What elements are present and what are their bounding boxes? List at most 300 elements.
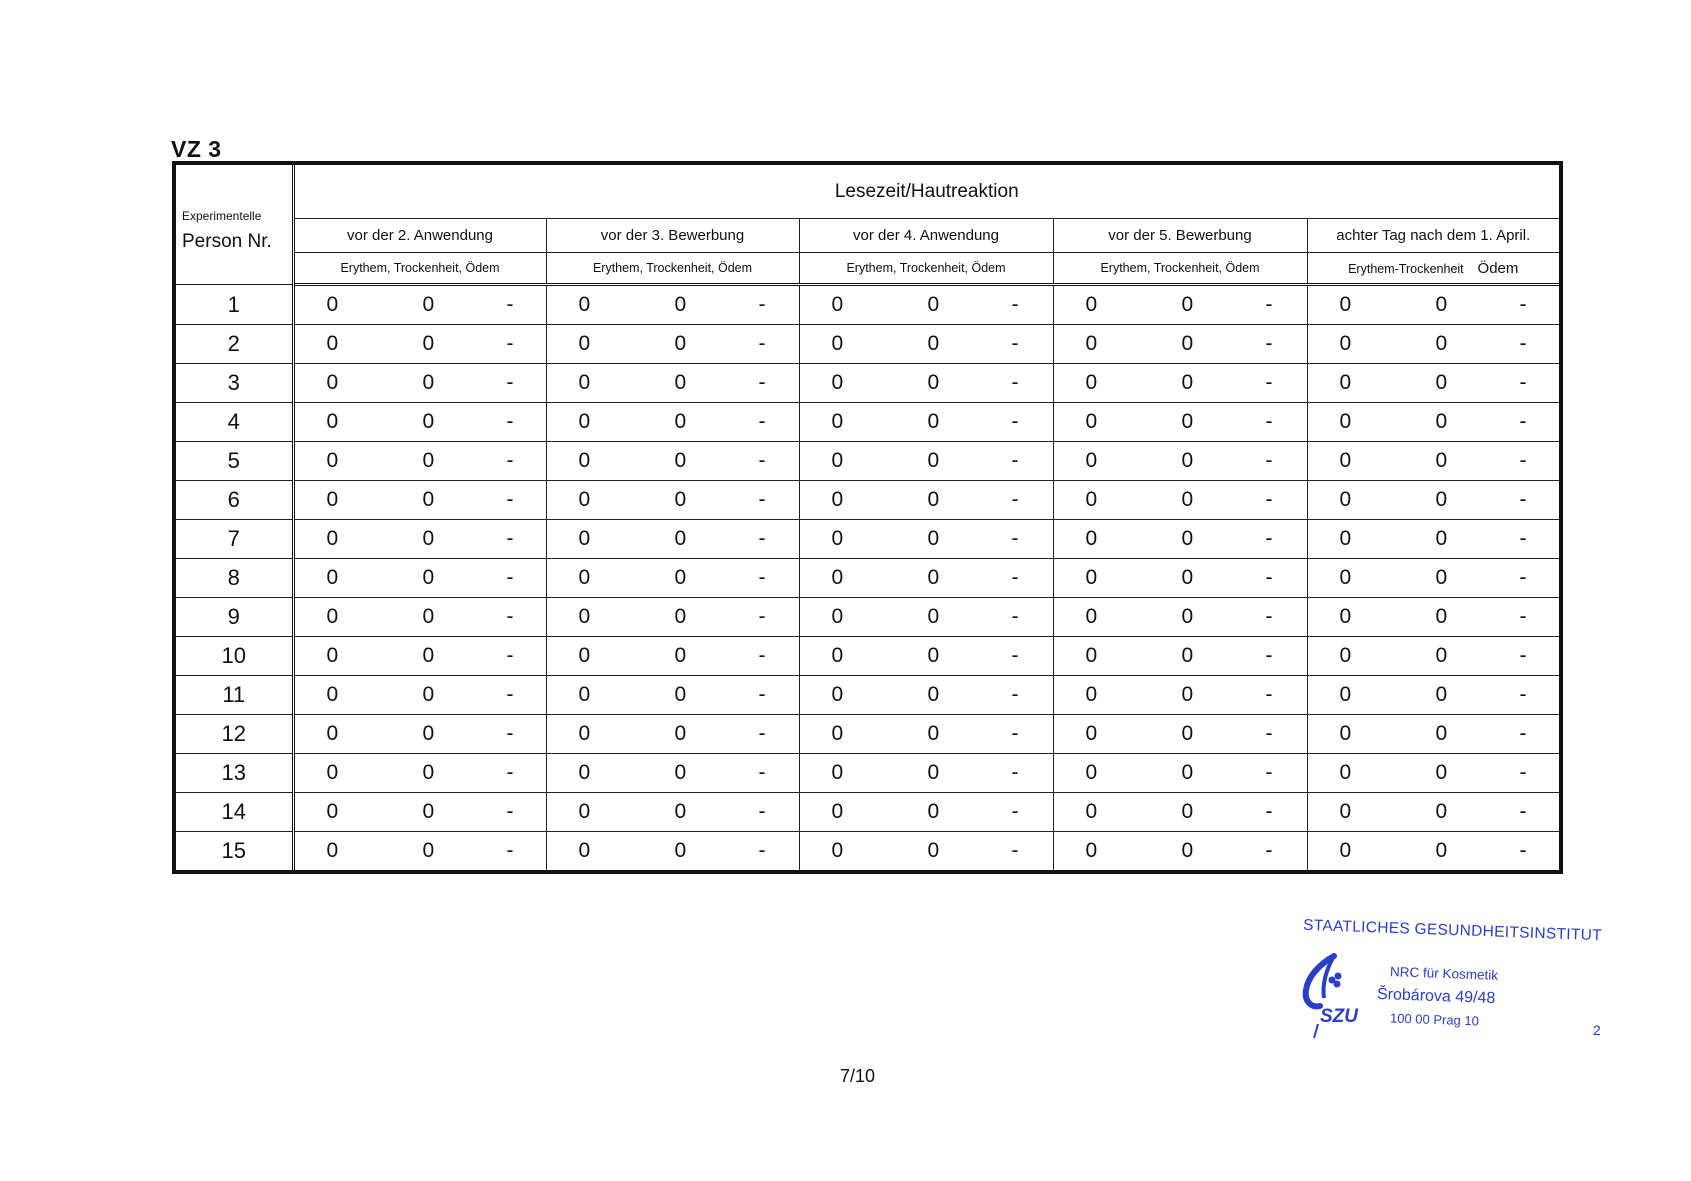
oedem-value: - <box>1265 332 1273 355</box>
trockenheit-value: 0 <box>674 371 687 394</box>
table-row <box>174 442 1561 481</box>
reading-group <box>1053 754 1307 793</box>
oedem-value: - <box>1011 761 1019 784</box>
person-number: 5 <box>174 442 293 481</box>
trockenheit-value: 0 <box>1181 488 1194 511</box>
trockenheit-value: 0 <box>422 644 435 667</box>
oedem-value: - <box>506 644 514 667</box>
erythem-value: 0 <box>831 800 844 823</box>
erythem-value: 0 <box>1339 683 1352 706</box>
oedem-value: - <box>1011 371 1019 394</box>
reading-group <box>1053 481 1307 520</box>
period-header: vor der 3. Bewerbung <box>546 219 799 253</box>
oedem-value: - <box>1011 722 1019 745</box>
oedem-value: - <box>1265 410 1273 433</box>
trockenheit-value: 0 <box>927 800 940 823</box>
erythem-value: 0 <box>1339 449 1352 472</box>
trockenheit-value: 0 <box>1181 566 1194 589</box>
oedem-value: - <box>758 527 766 550</box>
reading-group <box>799 481 1053 520</box>
oedem-value: - <box>506 293 514 316</box>
oedem-value: - <box>1011 683 1019 706</box>
person-number: 8 <box>174 559 293 598</box>
trockenheit-value: 0 <box>927 644 940 667</box>
erythem-value: 0 <box>326 566 339 589</box>
stamp-line-2: Šrobárova 49/48 <box>1376 985 1496 1008</box>
reading-group <box>293 793 546 832</box>
oedem-value: - <box>1011 410 1019 433</box>
oedem-value: - <box>758 761 766 784</box>
skin-reaction-table <box>172 161 1563 874</box>
oedem-value: - <box>506 488 514 511</box>
erythem-value: 0 <box>1085 410 1098 433</box>
erythem-value: 0 <box>326 371 339 394</box>
trockenheit-value: 0 <box>1435 527 1448 550</box>
erythem-value: 0 <box>1085 839 1098 862</box>
erythem-value: 0 <box>1085 293 1098 316</box>
erythem-value: 0 <box>1085 644 1098 667</box>
trockenheit-value: 0 <box>422 527 435 550</box>
oedem-value: - <box>1519 527 1527 550</box>
reading-group <box>799 325 1053 364</box>
erythem-value: 0 <box>326 683 339 706</box>
oedem-value: - <box>506 449 514 472</box>
oedem-value: - <box>506 722 514 745</box>
person-number: 4 <box>174 403 293 442</box>
trockenheit-value: 0 <box>1181 527 1194 550</box>
oedem-value: - <box>758 800 766 823</box>
reading-group <box>1307 520 1561 559</box>
trockenheit-value: 0 <box>927 410 940 433</box>
reading-group <box>1053 832 1307 873</box>
table-row <box>174 637 1561 676</box>
oedem-value: - <box>1265 839 1273 862</box>
oedem-value: - <box>1265 527 1273 550</box>
trockenheit-value: 0 <box>674 644 687 667</box>
person-number: 12 <box>174 715 293 754</box>
trockenheit-value: 0 <box>422 332 435 355</box>
trockenheit-value: 0 <box>674 683 687 706</box>
erythem-value: 0 <box>1085 332 1098 355</box>
reading-group <box>799 832 1053 873</box>
erythem-value: 0 <box>831 839 844 862</box>
trockenheit-value: 0 <box>1435 332 1448 355</box>
oedem-value: - <box>1519 371 1527 394</box>
erythem-value: 0 <box>1339 527 1352 550</box>
trockenheit-value: 0 <box>674 839 687 862</box>
person-number: 11 <box>174 676 293 715</box>
reading-group <box>1053 559 1307 598</box>
table-row <box>174 598 1561 637</box>
erythem-value: 0 <box>1339 761 1352 784</box>
reading-group <box>293 364 546 403</box>
oedem-value: - <box>1519 683 1527 706</box>
reading-group <box>799 403 1053 442</box>
table-row <box>174 364 1561 403</box>
reading-group <box>546 559 799 598</box>
trockenheit-value: 0 <box>1435 449 1448 472</box>
table-row <box>174 832 1561 873</box>
period-header: achter Tag nach dem 1. April. <box>1307 219 1561 253</box>
reading-group <box>799 559 1053 598</box>
reading-group <box>293 481 546 520</box>
trockenheit-value: 0 <box>674 410 687 433</box>
trockenheit-value: 0 <box>1435 566 1448 589</box>
reading-group <box>1307 793 1561 832</box>
oedem-value: - <box>1265 761 1273 784</box>
oedem-value: - <box>1265 605 1273 628</box>
trockenheit-value: 0 <box>927 839 940 862</box>
oedem-value: - <box>1011 293 1019 316</box>
reading-group <box>1053 676 1307 715</box>
reading-group <box>546 637 799 676</box>
trockenheit-value: 0 <box>674 800 687 823</box>
reading-group <box>1053 637 1307 676</box>
oedem-value: - <box>758 605 766 628</box>
trockenheit-value: 0 <box>674 722 687 745</box>
oedem-value: - <box>758 293 766 316</box>
erythem-value: 0 <box>578 371 591 394</box>
reading-group <box>1053 364 1307 403</box>
reading-group <box>293 754 546 793</box>
erythem-value: 0 <box>1085 761 1098 784</box>
oedem-value: - <box>1519 449 1527 472</box>
reading-group <box>1053 285 1307 325</box>
trockenheit-value: 0 <box>1435 839 1448 862</box>
trockenheit-value: 0 <box>422 566 435 589</box>
oedem-value: - <box>506 332 514 355</box>
trockenheit-value: 0 <box>1435 293 1448 316</box>
reading-group <box>799 715 1053 754</box>
period-header: vor der 5. Bewerbung <box>1053 219 1307 253</box>
trockenheit-value: 0 <box>422 761 435 784</box>
trockenheit-value: 0 <box>1435 605 1448 628</box>
erythem-value: 0 <box>1085 371 1098 394</box>
erythem-value: 0 <box>831 332 844 355</box>
trockenheit-value: 0 <box>927 332 940 355</box>
sub-header: Erythem, Trockenheit, Ödem <box>799 253 1053 285</box>
erythem-value: 0 <box>831 449 844 472</box>
reading-group <box>293 285 546 325</box>
trockenheit-value: 0 <box>1181 605 1194 628</box>
person-header-label: Person Nr. <box>182 231 272 252</box>
person-number: 2 <box>174 325 293 364</box>
reading-group <box>1307 403 1561 442</box>
trockenheit-value: 0 <box>422 410 435 433</box>
erythem-value: 0 <box>1339 566 1352 589</box>
erythem-value: 0 <box>1339 722 1352 745</box>
oedem-value: - <box>1265 566 1273 589</box>
trockenheit-value: 0 <box>927 761 940 784</box>
szu-logo-icon <box>1290 950 1374 1040</box>
reading-group <box>1307 676 1561 715</box>
oedem-value: - <box>758 449 766 472</box>
oedem-value: - <box>1265 722 1273 745</box>
erythem-value: 0 <box>1085 800 1098 823</box>
reading-group <box>1053 403 1307 442</box>
oedem-value: - <box>1011 527 1019 550</box>
trockenheit-value: 0 <box>927 722 940 745</box>
erythem-value: 0 <box>831 488 844 511</box>
trockenheit-value: 0 <box>674 332 687 355</box>
trockenheit-value: 0 <box>1435 800 1448 823</box>
stamp-title: STAATLICHES GESUNDHEITSINSTITUT <box>1302 916 1603 945</box>
table-row <box>174 793 1561 832</box>
reading-group <box>799 285 1053 325</box>
reading-group <box>799 598 1053 637</box>
erythem-value: 0 <box>1339 371 1352 394</box>
oedem-value: - <box>1011 644 1019 667</box>
period-header: vor der 4. Anwendung <box>799 219 1053 253</box>
oedem-value: - <box>506 527 514 550</box>
reading-group <box>293 520 546 559</box>
reading-group <box>799 364 1053 403</box>
erythem-value: 0 <box>831 644 844 667</box>
oedem-value: - <box>758 566 766 589</box>
oedem-value: - <box>758 839 766 862</box>
reading-group <box>1307 559 1561 598</box>
oedem-value: - <box>1011 449 1019 472</box>
erythem-value: 0 <box>831 605 844 628</box>
reading-group <box>1053 325 1307 364</box>
trockenheit-value: 0 <box>1181 761 1194 784</box>
erythem-value: 0 <box>578 722 591 745</box>
reading-group <box>546 442 799 481</box>
erythem-value: 0 <box>831 722 844 745</box>
sub-header <box>1307 253 1561 285</box>
table-row <box>174 403 1561 442</box>
person-header-small: Experimentelle <box>182 209 262 223</box>
oedem-value: - <box>506 761 514 784</box>
oedem-value: - <box>1265 293 1273 316</box>
erythem-value: 0 <box>1085 566 1098 589</box>
trockenheit-value: 0 <box>674 605 687 628</box>
reading-group <box>546 285 799 325</box>
erythem-value: 0 <box>578 332 591 355</box>
table-row <box>174 285 1561 325</box>
trockenheit-value: 0 <box>1181 722 1194 745</box>
oedem-value: - <box>758 371 766 394</box>
oedem-value: - <box>1519 761 1527 784</box>
trockenheit-value: 0 <box>674 527 687 550</box>
erythem-value: 0 <box>326 449 339 472</box>
trockenheit-value: 0 <box>1181 410 1194 433</box>
oedem-value: - <box>1011 605 1019 628</box>
trockenheit-value: 0 <box>927 449 940 472</box>
trockenheit-value: 0 <box>1435 761 1448 784</box>
erythem-value: 0 <box>831 761 844 784</box>
oedem-value: - <box>1519 800 1527 823</box>
erythem-value: 0 <box>1339 488 1352 511</box>
reading-group <box>1307 598 1561 637</box>
erythem-value: 0 <box>1085 683 1098 706</box>
erythem-value: 0 <box>1339 410 1352 433</box>
erythem-value: 0 <box>831 293 844 316</box>
reading-group <box>293 598 546 637</box>
erythem-value: 0 <box>578 683 591 706</box>
erythem-value: 0 <box>1339 605 1352 628</box>
oedem-value: - <box>758 683 766 706</box>
trockenheit-value: 0 <box>1435 488 1448 511</box>
oedem-value: - <box>758 410 766 433</box>
reading-group <box>293 832 546 873</box>
erythem-value: 0 <box>578 761 591 784</box>
person-number: 1 <box>174 285 293 325</box>
trockenheit-value: 0 <box>422 683 435 706</box>
table-title: VZ 3 <box>171 136 222 162</box>
reading-group <box>799 793 1053 832</box>
reading-group <box>799 754 1053 793</box>
oedem-value: - <box>506 566 514 589</box>
reading-group <box>546 793 799 832</box>
trockenheit-value: 0 <box>422 605 435 628</box>
oedem-value: - <box>1519 566 1527 589</box>
oedem-value: - <box>1519 839 1527 862</box>
reading-group <box>293 715 546 754</box>
reading-group <box>1307 715 1561 754</box>
svg-text:SZU: SZU <box>1320 1006 1358 1027</box>
reading-group <box>799 676 1053 715</box>
erythem-value: 0 <box>326 761 339 784</box>
sub-header: Erythem, Trockenheit, Ödem <box>1053 253 1307 285</box>
person-number: 13 <box>174 754 293 793</box>
trockenheit-value: 0 <box>1181 449 1194 472</box>
erythem-value: 0 <box>326 722 339 745</box>
person-number: 9 <box>174 598 293 637</box>
page-number: 7/10 <box>840 1066 876 1086</box>
erythem-value: 0 <box>578 527 591 550</box>
erythem-value: 0 <box>578 566 591 589</box>
sub-header-b: Ödem <box>1477 259 1519 277</box>
main-header: Lesezeit/Hautreaktion <box>293 163 1561 219</box>
reading-group <box>1053 715 1307 754</box>
oedem-value: - <box>1265 800 1273 823</box>
reading-group <box>1307 364 1561 403</box>
trockenheit-value: 0 <box>1435 722 1448 745</box>
reading-group <box>293 403 546 442</box>
reading-group <box>1307 754 1561 793</box>
oedem-value: - <box>1265 683 1273 706</box>
trockenheit-value: 0 <box>927 371 940 394</box>
trockenheit-value: 0 <box>422 449 435 472</box>
reading-group <box>546 754 799 793</box>
person-header <box>174 163 293 285</box>
oedem-value: - <box>1265 644 1273 667</box>
reading-group <box>293 325 546 364</box>
table-row <box>174 754 1561 793</box>
person-number: 3 <box>174 364 293 403</box>
oedem-value: - <box>1265 371 1273 394</box>
trockenheit-value: 0 <box>927 527 940 550</box>
oedem-value: - <box>1519 722 1527 745</box>
erythem-value: 0 <box>831 683 844 706</box>
trockenheit-value: 0 <box>1181 371 1194 394</box>
oedem-value: - <box>758 332 766 355</box>
reading-group <box>293 637 546 676</box>
trockenheit-value: 0 <box>1435 371 1448 394</box>
oedem-value: - <box>506 800 514 823</box>
trockenheit-value: 0 <box>422 371 435 394</box>
trockenheit-value: 0 <box>1181 683 1194 706</box>
table-row <box>174 481 1561 520</box>
reading-group <box>546 598 799 637</box>
trockenheit-value: 0 <box>422 839 435 862</box>
reading-group <box>799 520 1053 559</box>
oedem-value: - <box>1519 605 1527 628</box>
erythem-value: 0 <box>578 839 591 862</box>
oedem-value: - <box>1519 410 1527 433</box>
erythem-value: 0 <box>1085 722 1098 745</box>
sub-header: Erythem, Trockenheit, Ödem <box>546 253 799 285</box>
erythem-value: 0 <box>326 488 339 511</box>
erythem-value: 0 <box>578 605 591 628</box>
stamp-line-1: NRC für Kosmetik <box>1389 964 1499 983</box>
erythem-value: 0 <box>831 371 844 394</box>
table-row <box>174 676 1561 715</box>
erythem-value: 0 <box>1085 527 1098 550</box>
trockenheit-value: 0 <box>422 293 435 316</box>
reading-group <box>546 481 799 520</box>
oedem-value: - <box>1011 332 1019 355</box>
erythem-value: 0 <box>578 449 591 472</box>
reading-group <box>546 403 799 442</box>
trockenheit-value: 0 <box>674 293 687 316</box>
reading-group <box>293 676 546 715</box>
oedem-value: - <box>1011 488 1019 511</box>
reading-group <box>1307 637 1561 676</box>
oedem-value: - <box>758 722 766 745</box>
erythem-value: 0 <box>1085 488 1098 511</box>
erythem-value: 0 <box>1085 605 1098 628</box>
reading-group <box>1307 325 1561 364</box>
erythem-value: 0 <box>1339 332 1352 355</box>
trockenheit-value: 0 <box>1435 644 1448 667</box>
reading-group <box>546 676 799 715</box>
institute-stamp <box>1290 916 1620 1042</box>
period-header: vor der 2. Anwendung <box>293 219 546 253</box>
erythem-value: 0 <box>326 800 339 823</box>
trockenheit-value: 0 <box>1435 683 1448 706</box>
erythem-value: 0 <box>831 527 844 550</box>
trockenheit-value: 0 <box>674 566 687 589</box>
erythem-value: 0 <box>1339 800 1352 823</box>
oedem-value: - <box>1519 644 1527 667</box>
trockenheit-value: 0 <box>927 293 940 316</box>
reading-group <box>1053 442 1307 481</box>
erythem-value: 0 <box>831 410 844 433</box>
erythem-value: 0 <box>578 488 591 511</box>
reading-group <box>1053 793 1307 832</box>
sub-header: Erythem, Trockenheit, Ödem <box>293 253 546 285</box>
oedem-value: - <box>506 683 514 706</box>
erythem-value: 0 <box>326 293 339 316</box>
reading-group <box>799 442 1053 481</box>
trockenheit-value: 0 <box>927 488 940 511</box>
sub-header-a: Erythem-Trockenheit <box>1348 261 1464 276</box>
oedem-value: - <box>506 371 514 394</box>
person-number: 7 <box>174 520 293 559</box>
trockenheit-value: 0 <box>422 488 435 511</box>
oedem-value: - <box>1265 449 1273 472</box>
trockenheit-value: 0 <box>1435 410 1448 433</box>
erythem-value: 0 <box>326 644 339 667</box>
oedem-value: - <box>1011 839 1019 862</box>
trockenheit-value: 0 <box>422 722 435 745</box>
reading-group <box>799 637 1053 676</box>
erythem-value: 0 <box>578 644 591 667</box>
reading-group <box>1053 520 1307 559</box>
reading-group <box>1307 442 1561 481</box>
